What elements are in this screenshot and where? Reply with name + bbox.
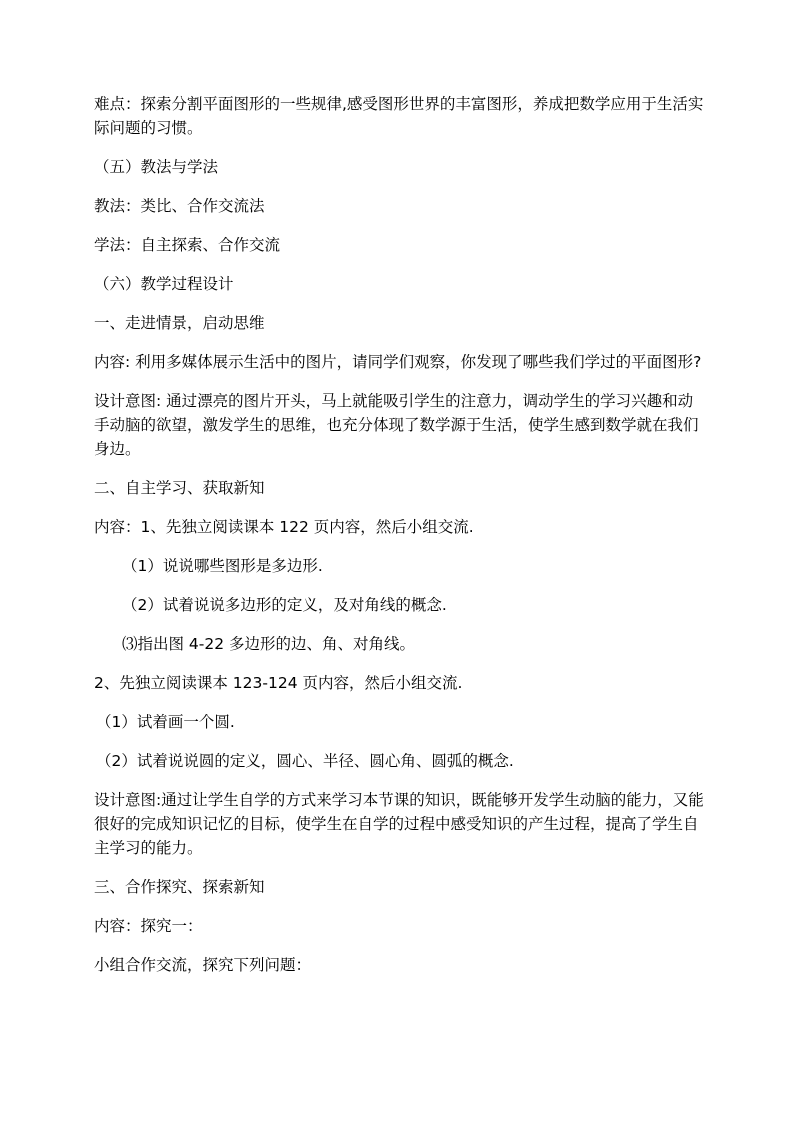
paragraph-design-intent-two: 设计意图:通过让学生自学的方式来学习本节课的知识，既能够开发学生动脑的能力，又能很好的完成知识记忆的目标，使学生在自学的过程中感受知识的产生过程，提高了学生自主学习的能力。 [94, 791, 704, 857]
paragraph-group-discussion: 小组合作交流，探究下列问题： [94, 956, 312, 974]
paragraph-explore-one: 内容：探究一： [94, 917, 203, 935]
list-item-polygon-figure: ⑶指出图 4-22 多边形的边、角、对角线。 [122, 635, 416, 653]
paragraph-circle-reading: 2、先独立阅读课本 123-124 页内容，然后小组交流. [94, 674, 463, 692]
heading-section-two: 二、自主学习、获取新知 [94, 479, 265, 497]
heading-section-three: 三、合作探究、探索新知 [94, 878, 265, 896]
heading-section-one: 一、走进情景，启动思维 [94, 314, 265, 332]
paragraph-teaching-method: 教法：类比、合作交流法 [94, 197, 265, 215]
document-body [94, 92, 706, 992]
list-item-polygon: （1）说说哪些图形是多边形. [122, 557, 323, 575]
list-item-polygon-definition: （2）试着说说多边形的定义，及对角线的概念. [122, 596, 447, 614]
heading-process-design: （六）教学过程设计 [94, 275, 234, 293]
heading-teaching-methods: （五）教法与学法 [94, 158, 219, 176]
paragraph-design-intent-one: 设计意图: 通过漂亮的图片开头，马上就能吸引学生的注意力，调动学生的学习兴趣和动手动脑的欲望，激发学生的思维，也充分体现了数学源于生活，使学生感到数学就在我们身边。 [94, 392, 699, 458]
paragraph-content-two: 内容：1、先独立阅读课本 122 页内容，然后小组交流. [94, 518, 474, 536]
paragraph-difficulty: 难点：探索分割平面图形的一些规律,感受图形世界的丰富图形，养成把数学应用于生活实际问题的习惯。 [94, 95, 704, 137]
list-item-circle-definition: （2）试着说说圆的定义，圆心、半径、圆心角、圆弧的概念. [96, 752, 514, 770]
list-item-draw-circle: （1）试着画一个圆. [96, 713, 235, 731]
paragraph-content-one: 内容: 利用多媒体展示生活中的图片，请同学们观察，你发现了哪些我们学过的平面图形? [94, 353, 702, 371]
paragraph-learning-method: 学法：自主探索、合作交流 [94, 236, 281, 254]
